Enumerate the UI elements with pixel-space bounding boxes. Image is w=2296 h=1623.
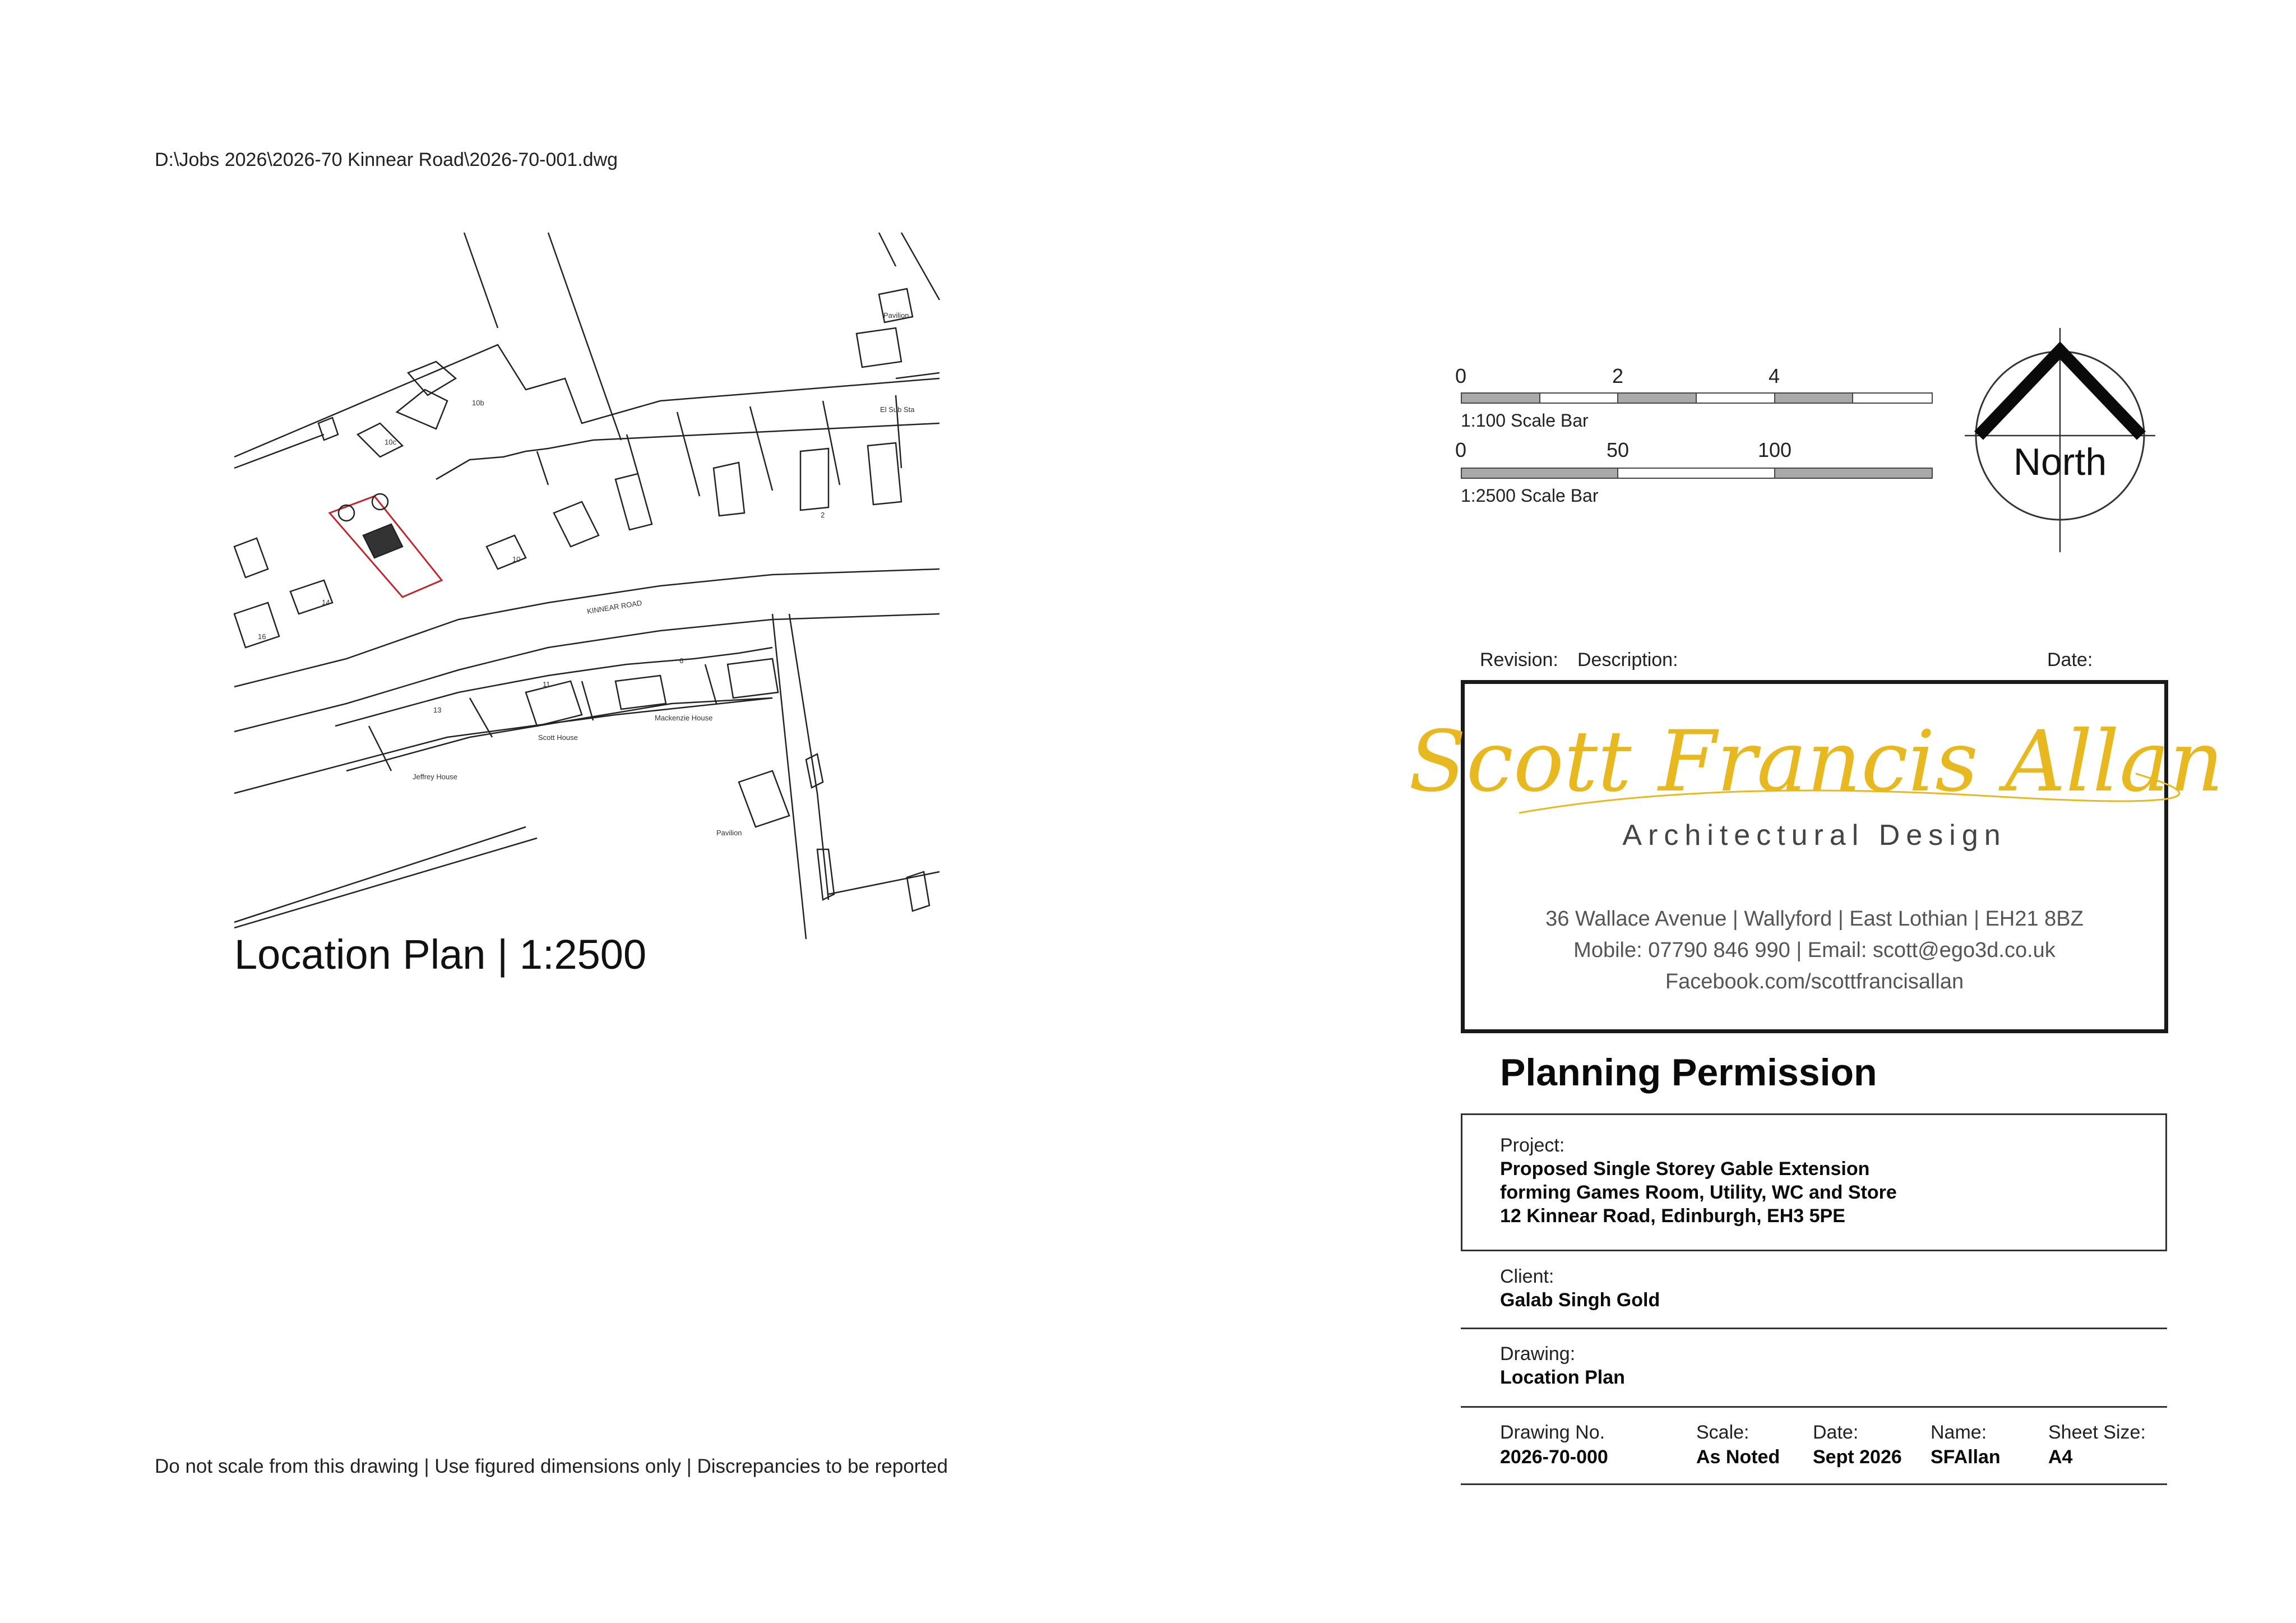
map-label-10: 10 bbox=[512, 555, 521, 563]
scale100-tick-0: 0 bbox=[1455, 364, 1467, 387]
map-label-16: 16 bbox=[258, 632, 266, 641]
bar100-segment bbox=[1775, 394, 1854, 403]
drawing-rule bbox=[1461, 1406, 2167, 1408]
bar100-segment bbox=[1697, 394, 1775, 403]
drawing-no-value: 2026-70-000 bbox=[1500, 1446, 1608, 1468]
map-label-10b: 10b bbox=[472, 399, 484, 407]
revision-label: Revision: bbox=[1480, 649, 1558, 671]
bar2500-segment bbox=[1462, 469, 1618, 478]
map-label-pavilion-top: Pavilion bbox=[883, 311, 909, 320]
location-plan-map bbox=[234, 233, 939, 939]
north-label: North bbox=[2013, 441, 2107, 483]
sheet-size-label: Sheet Size: bbox=[2048, 1422, 2146, 1443]
map-label-11: 11 bbox=[543, 680, 550, 688]
drawing-value: Location Plan bbox=[1500, 1367, 1625, 1388]
scale2500-tick-100: 100 bbox=[1758, 438, 1792, 461]
revision-date-label: Date: bbox=[2047, 649, 2093, 671]
disclaimer: Do not scale from this drawing | Use figured dimensions only | Discrepancies to be reported bbox=[155, 1455, 948, 1477]
location-plan-title: Location Plan | 1:2500 bbox=[234, 931, 647, 978]
project-label: Project: bbox=[1500, 1135, 1565, 1156]
date-label: Date: bbox=[1813, 1422, 1859, 1443]
scale-bar-1-100 bbox=[1461, 392, 1933, 404]
map-label-10c: 10c bbox=[385, 438, 396, 446]
map-label-13: 13 bbox=[433, 706, 442, 714]
map-label-14: 14 bbox=[322, 598, 330, 607]
client-value: Galab Singh Gold bbox=[1500, 1289, 1660, 1311]
scale-value: As Noted bbox=[1696, 1446, 1780, 1468]
scale100-tick-4: 4 bbox=[1769, 364, 1780, 387]
bar100-segment bbox=[1540, 394, 1619, 403]
logo-script-name: Scott Francis Allan bbox=[1408, 713, 2224, 811]
contact-phone-email: Mobile: 07790 846 990 | Email: scott@ego3d.co.uk bbox=[1573, 938, 2056, 962]
name-value: SFAllan bbox=[1931, 1446, 2001, 1468]
bar100-segment bbox=[1462, 394, 1540, 403]
sheet-size-value: A4 bbox=[2048, 1446, 2073, 1468]
map-label-mackenzie-house: Mackenzie House bbox=[655, 714, 713, 722]
scale2500-tick-50: 50 bbox=[1607, 438, 1630, 461]
bar100-segment bbox=[1618, 394, 1697, 403]
date-value: Sept 2026 bbox=[1813, 1446, 1902, 1468]
map-label-kinnear-road: KINNEAR ROAD bbox=[586, 598, 643, 616]
description-label: Description: bbox=[1577, 649, 1678, 671]
drawing-no-label: Drawing No. bbox=[1500, 1422, 1605, 1443]
scale-bar-1-2500-label: 1:2500 Scale Bar bbox=[1461, 485, 1599, 506]
north-arrow-icon bbox=[1965, 328, 2155, 552]
contact-facebook: Facebook.com/scottfrancisallan bbox=[1665, 970, 1964, 993]
logo-subtitle: Architectural Design bbox=[1622, 819, 2007, 852]
contact-address: 36 Wallace Avenue | Wallyford | East Lothian | EH21 8BZ bbox=[1545, 907, 2084, 931]
file-path: D:\Jobs 2026\2026-70 Kinnear Road\2026-70-001.dwg bbox=[155, 149, 618, 170]
project-line-2: forming Games Room, Utility, WC and Store bbox=[1500, 1182, 1897, 1203]
planning-status-title: Planning Permission bbox=[1500, 1051, 1877, 1094]
scale-bar-1-100-label: 1:100 Scale Bar bbox=[1461, 410, 1589, 431]
name-label: Name: bbox=[1931, 1422, 1987, 1443]
scale-label: Scale: bbox=[1696, 1422, 1749, 1443]
map-label-scott-house: Scott House bbox=[538, 733, 578, 742]
project-line-3: 12 Kinnear Road, Edinburgh, EH3 5PE bbox=[1500, 1205, 1845, 1227]
map-label-pavilion-bottom: Pavilion bbox=[716, 829, 742, 837]
scale100-tick-2: 2 bbox=[1612, 364, 1624, 387]
map-label-2: 2 bbox=[821, 511, 825, 519]
scale-bar-1-2500 bbox=[1461, 468, 1933, 479]
client-rule bbox=[1461, 1328, 2167, 1329]
bar2500-segment bbox=[1618, 469, 1775, 478]
bar2500-segment bbox=[1775, 469, 1932, 478]
client-label: Client: bbox=[1500, 1266, 1554, 1287]
map-label-el-sub-sta: El Sub Sta bbox=[880, 405, 915, 414]
bar100-segment bbox=[1853, 394, 1932, 403]
project-line-1: Proposed Single Storey Gable Extension bbox=[1500, 1158, 1870, 1180]
meta-rule bbox=[1461, 1483, 2167, 1485]
map-label-jeffrey-house: Jeffrey House bbox=[413, 773, 457, 781]
map-label-6: 6 bbox=[679, 656, 684, 665]
drawing-label: Drawing: bbox=[1500, 1343, 1576, 1365]
logo-script bbox=[1408, 695, 2224, 835]
scale2500-tick-0: 0 bbox=[1455, 438, 1467, 461]
